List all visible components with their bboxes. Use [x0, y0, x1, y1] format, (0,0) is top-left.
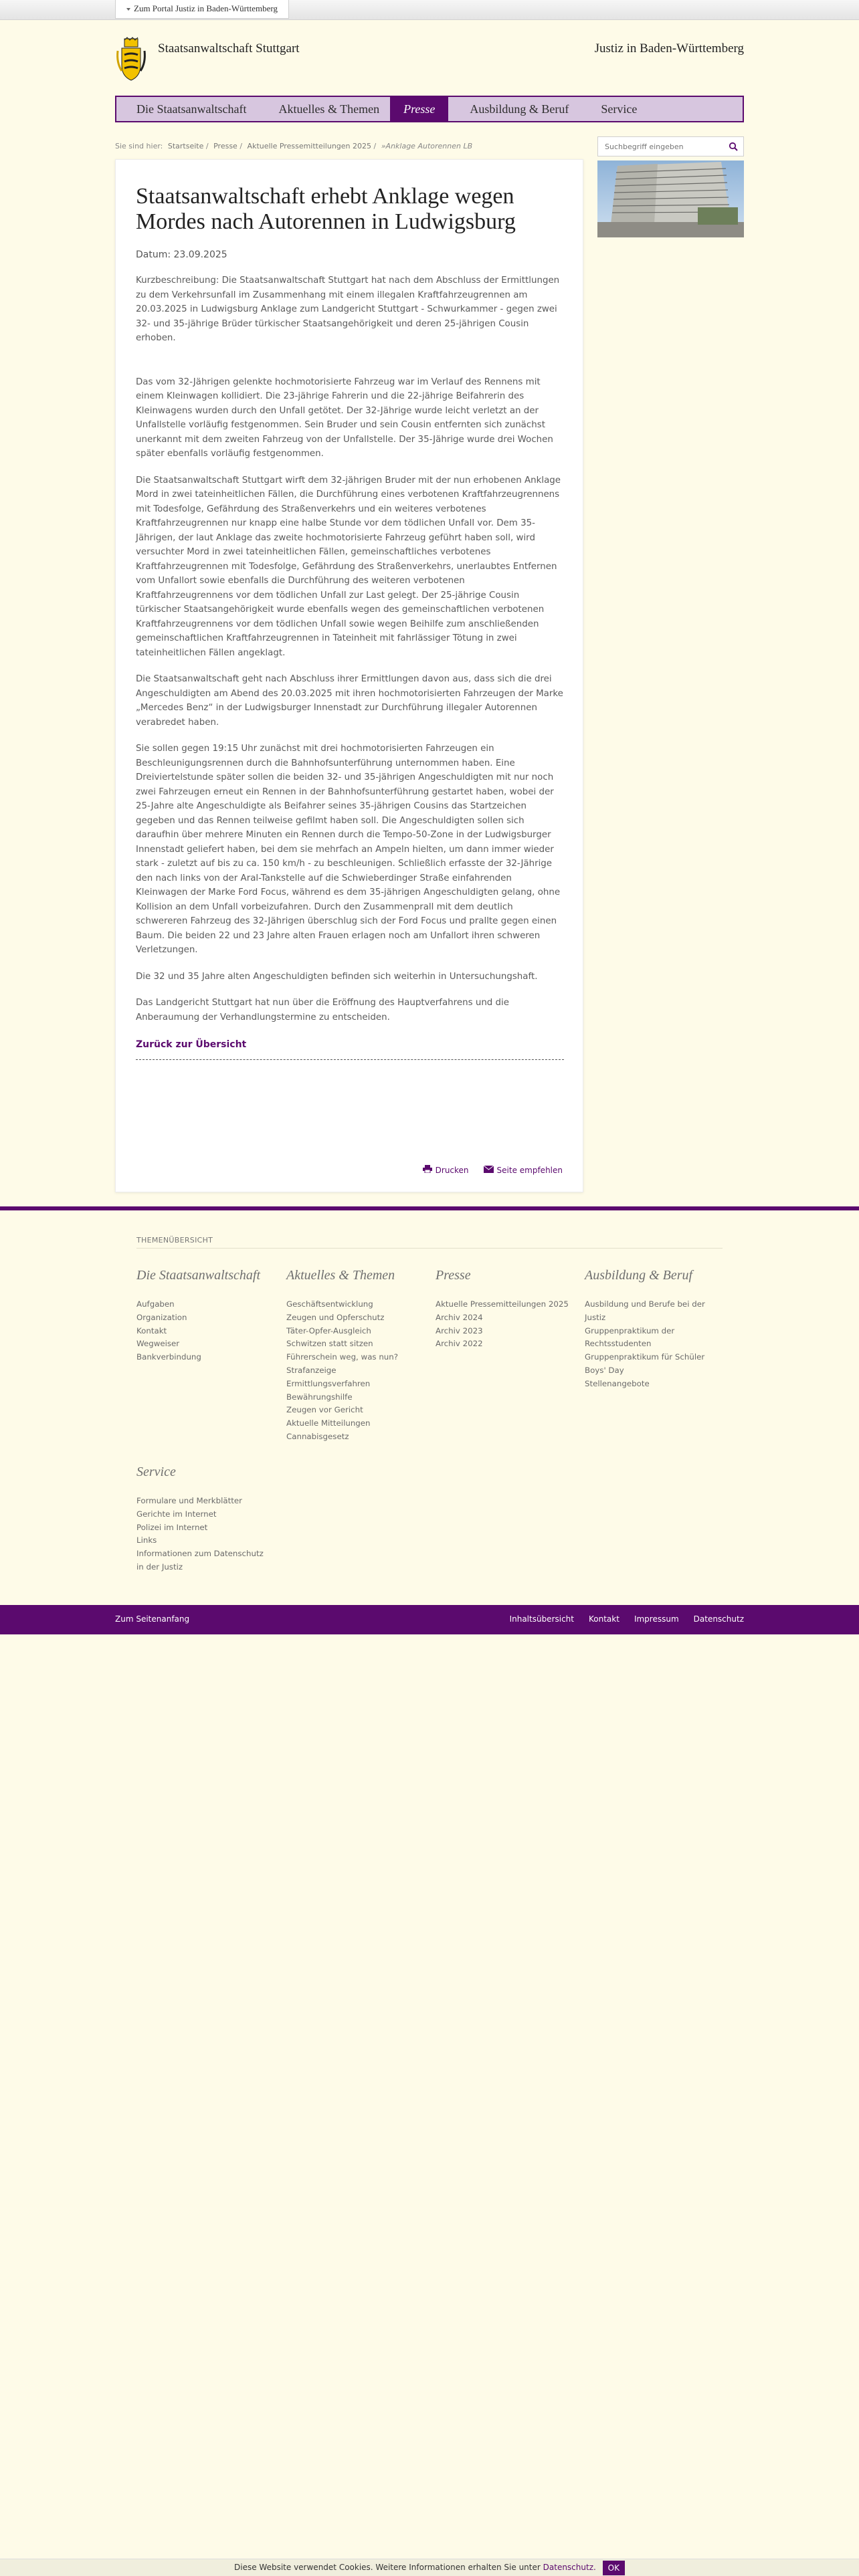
footer-link[interactable]: Archiv 2022	[436, 1339, 483, 1349]
search-input[interactable]	[598, 137, 719, 156]
footer-link[interactable]: Cannabisgesetz	[286, 1431, 349, 1441]
breadcrumb-prefix: Sie sind hier:	[115, 142, 163, 150]
footer-link-impressum[interactable]: Impressum	[634, 1614, 679, 1624]
footer-link[interactable]: Schwitzen statt sitzen	[286, 1339, 373, 1349]
print-button[interactable]: Drucken	[423, 1165, 469, 1175]
footer-link[interactable]: Gerichte im Internet	[136, 1509, 217, 1519]
footer-link[interactable]: Gruppenpraktikum der Rechtsstudenten	[585, 1325, 675, 1349]
footer-link[interactable]: Strafanzeige	[286, 1365, 337, 1375]
footer-column-ausbildung	[585, 1268, 719, 1391]
cookie-banner	[0, 2559, 859, 2576]
footer-column-presse	[436, 1268, 569, 1351]
footer-link-kontakt[interactable]: Kontakt	[589, 1614, 619, 1624]
article-title: Staatsanwaltschaft erhebt Anklage wegen Mordes nach Autorennen in Ludwigsburg	[136, 184, 516, 234]
article-paragraph: Sie sollen gegen 19:15 Uhr zunächst mit drei hochmotorisierten Fahrzeugen ein Beschleunigungsrennen durch die Bahnhofsunterführung unternommen haben. Eine Dreiviertelstunde später sollen die beiden 32- und 35-jährigen Angeschuldigten mit nur noch zwei Fahrzeugen erneut ein Rennen in der Bahnhofsunterführung gestartet haben, wobei der 25-Jahre alte Angeschuldigte als Beifahrer seines 35-jährigen Cousins das Startzeichen gegeben und das Rennen teilweise gefilmt haben soll. Die Angeschuldigten sollen sich daraufhin über mehrere Minuten ein Rennen durch die Tempo-50-Zone in der Ludwigsburger Innenstadt geliefert haben, bei dem sie mehrfach an Ampeln hielten, um dann immer wieder stark - zuletzt auf bis zu ca. 150 km/h - zu beschleunigen. Schließlich erfasste der 32-Jährige den nach links von der Aral-Tankstelle auf die Schwieberdinger Straße einfahrenden Kleinwagen der Marke Ford Focus, während es dem 35-jährigen Angeschuldigten gelang, ohne Kollision an dem Unfall vorbeizufahren. Durch den Zusammenprall mit dem deutlich schwereren Fahrzeug des 32-Jährigen überschlug sich der Ford Focus und prallte gegen einen Baum. Die beiden 22 und 23 Jahre alten Frauen erlagen noch am Unfallort ihren schweren Verletzungen.	[136, 744, 561, 955]
back-to-top-link[interactable]: Zum Seitenanfang	[115, 1614, 190, 1624]
breadcrumb-current: »Anklage Autorennen LB	[381, 142, 473, 150]
back-to-overview-link[interactable]: Zurück zur Übersicht	[136, 1039, 247, 1050]
nav-item-ausbildung[interactable]: Ausbildung & Beruf	[470, 102, 569, 116]
site-title: Staatsanwaltschaft Stuttgart	[158, 41, 300, 56]
portal-strip	[0, 0, 859, 20]
footer-link[interactable]: Aufgaben	[136, 1299, 175, 1309]
footer-link[interactable]: Gruppenpraktikum für Schüler	[585, 1352, 705, 1362]
envelope-icon	[484, 1166, 494, 1175]
article-paragraph: Die 32 und 35 Jahre alten Angeschuldigten befinden sich weiterhin in Untersuchungshaft.	[136, 971, 538, 982]
printer-icon	[423, 1165, 432, 1175]
footer-link[interactable]: Führerschein weg, was nun?	[286, 1352, 399, 1362]
footer-link[interactable]: Aktuelle Mitteilungen	[286, 1418, 371, 1428]
footer-bottom-links	[510, 1614, 744, 1624]
footer-column-aktuelles	[286, 1268, 420, 1444]
cookie-privacy-link[interactable]: Datenschutz.	[543, 2563, 596, 2572]
footer-link[interactable]: Zeugen vor Gericht	[286, 1405, 363, 1415]
footer-link[interactable]: Ermittlungsverfahren	[286, 1378, 371, 1388]
footer-link-inhaltsuebersicht[interactable]: Inhaltsübersicht	[509, 1614, 574, 1624]
article-summary: Kurzbeschreibung: Die Staatsanwaltschaft Stuttgart hat nach dem Abschluss der Ermittlungen zu dem Verkehrsunfall im Zusammenhang mit einem illegalen Kraftfahrzeugrennen am 20.03.2025 in Ludwigsburg Anklage zum Landgericht Stuttgart - Schwurkammer - gegen zwei 32- und 35-jährige Brüder türkischer Staatsangehörigkeit und deren 25-jährigen Cousin erhoben.	[136, 276, 560, 343]
footer-link[interactable]: Polizei im Internet	[136, 1522, 208, 1532]
footer-link[interactable]: Organization	[136, 1312, 187, 1322]
footer-column-service	[136, 1465, 270, 1574]
footer-link[interactable]: Archiv 2024	[436, 1312, 483, 1322]
article-actions	[423, 1165, 563, 1175]
footer-link[interactable]: Stellenangebote	[585, 1378, 650, 1388]
footer-column-staatsanwaltschaft	[136, 1268, 270, 1364]
footer-heading: Die Staatsanwaltschaft	[136, 1268, 260, 1283]
article-date: Datum: 23.09.2025	[136, 249, 227, 260]
site-header	[115, 36, 744, 87]
footer-link[interactable]: Bewährungshilfe	[286, 1392, 353, 1402]
article-card	[115, 159, 583, 1192]
footer-heading: Aktuelles & Themen	[286, 1268, 395, 1283]
footer-link[interactable]: Aktuelle Pressemitteilungen 2025	[436, 1299, 569, 1309]
footer-link[interactable]: Wegweiser	[136, 1339, 180, 1349]
cookie-text: Diese Website verwendet Cookies. Weitere Informationen erhalten Sie unter	[234, 2563, 541, 2572]
search-icon[interactable]	[729, 142, 738, 151]
cookie-ok-button[interactable]: OK	[603, 2561, 625, 2575]
search-box	[597, 136, 744, 156]
breadcrumb-item-startseite[interactable]: Startseite	[167, 142, 204, 150]
main-nav	[115, 96, 744, 122]
chevron-down-icon	[126, 8, 130, 11]
footer-link[interactable]: Boys' Day	[585, 1365, 624, 1375]
divider	[136, 1059, 564, 1060]
footer-link[interactable]: Informationen zum Datenschutz in der Justiz	[136, 1549, 264, 1572]
footer-link[interactable]: Links	[136, 1535, 157, 1545]
footer-link[interactable]: Täter-Opfer-Ausgleich	[286, 1325, 371, 1335]
article-paragraph: Das Landgericht Stuttgart hat nun über die Eröffnung des Hauptverfahrens und die Anberaumung der Verhandlungstermine zu entscheiden.	[136, 998, 510, 1023]
footer-link[interactable]: Geschäftsentwicklung	[286, 1299, 373, 1309]
footer-link-datenschutz[interactable]: Datenschutz	[693, 1614, 744, 1624]
nav-item-presse[interactable]: Presse	[390, 97, 448, 121]
article-paragraph: Die Staatsanwaltschaft geht nach Abschluss ihrer Ermittlungen davon aus, dass sich die drei Angeschuldigten am Abend des 20.03.2025 mit ihren hochmotorisierten Fahrzeugen der Marke „Mercedes Benz“ in der Ludwigsburger Innenstadt zur Durchführung illegaler Autorennen verabredet haben.	[136, 674, 563, 728]
footer-link[interactable]: Ausbildung und Berufe bei der Justiz	[585, 1299, 705, 1322]
footer-link[interactable]: Formulare und Merkblätter	[136, 1496, 242, 1505]
footer-heading: Service	[136, 1465, 176, 1479]
footer-link[interactable]: Archiv 2023	[436, 1325, 483, 1335]
building-photo	[597, 160, 744, 237]
footer-link[interactable]: Zeugen und Opferschutz	[286, 1312, 385, 1322]
nav-item-staatsanwaltschaft[interactable]: Die Staatsanwaltschaft	[136, 102, 247, 116]
footer-heading: Ausbildung & Beruf	[585, 1268, 693, 1283]
divider	[136, 1248, 723, 1249]
article-paragraph: Die Staatsanwaltschaft Stuttgart wirft dem 32-jährigen Bruder mit der nun erhobenen Anklage Mord in zwei tateinheitlichen Fällen, die Durchführung eines verbotenen Kraftfahrzeugrennens mit Todesfolge, Gefährdung des Straßenverkehrs und ein weiteres verbotenes Kraftfahrzeugrennen nur knapp eine halbe Stunde vor dem tödlichen Unfall vor. Dem 35-Jährigen, der laut Anklage das zweite hochmotorisierte Fahrzeug geführt haben soll, wird versuchter Mord in zwei tateinheitlichen Fällen, gemeinschaftliches verbotenes Kraftfahrzeugrennen mit Todesfolge, Gefährdung des Straßenverkehrs, unerlaubtes Entfernen vom Unfallort sowie ebenfalls die Durchführung des weiteren verbotenen Kraftfahrzeugrennens vor dem tödlichen Unfall zur Last gelegt. Der 25-jährige Cousin türkischer Staatsangehörigkeit wurde ebenfalls wegen des gemeinschaftlichen verbotenen Kraftfahrzeugrennens vor dem tödlichen Unfall sowie wegen Beihilfe zum anschließenden gemeinschaftlichen Kraftfahrzeugrennen in Tateinheit mit fahrlässiger Tötung in zwei tateinheitlichen Fällen angeklagt.	[136, 475, 561, 658]
portal-link[interactable]: Zum Portal Justiz in Baden-Württemberg	[115, 0, 289, 19]
footer-heading: Presse	[436, 1268, 471, 1283]
nav-item-service[interactable]: Service	[601, 102, 638, 116]
article-paragraph: Das vom 32-Jährigen gelenkte hochmotorisierte Fahrzeug war im Verlauf des Rennens mit einem Kleinwagen kollidiert. Die 23-jährige Fahrerin und die 22-jährige Beifahrerin des Kleinwagens wurden durch den Unfall getötet. Der 32-Jährige wurde leicht verletzt an der Unfallstelle vorläufig festgenommen. Sein Bruder und sein Cousin entfernten sich zunächst unerkannt mit dem zweiten Fahrzeug von der Unfallstelle. Der 35-Jährige wurde drei Wochen später ebenfalls vorläufig festgenommen.	[136, 377, 553, 459]
footer-bar	[0, 1605, 859, 1634]
footer-link[interactable]: Kontakt	[136, 1325, 167, 1335]
breadcrumb-item-presse[interactable]: Presse	[213, 142, 237, 150]
themen-label: THEMENÜBERSICHT	[136, 1236, 213, 1245]
footer-link[interactable]: Bankverbindung	[136, 1352, 201, 1362]
breadcrumb: Sie sind hier: Startseite / Presse / Aktuelle Pressemitteilungen 2025 / »Anklage Autorennen LB	[115, 142, 473, 150]
footer	[0, 1210, 859, 1605]
coat-of-arms-logo[interactable]	[115, 36, 147, 84]
nav-item-aktuelles[interactable]: Aktuelles & Themen	[278, 102, 380, 116]
breadcrumb-item-pressemitteilungen[interactable]: Aktuelle Pressemitteilungen 2025	[247, 142, 372, 150]
portal-title-link[interactable]: Justiz in Baden-Württemberg	[594, 41, 744, 56]
recommend-button[interactable]: Seite empfehlen	[484, 1165, 563, 1175]
